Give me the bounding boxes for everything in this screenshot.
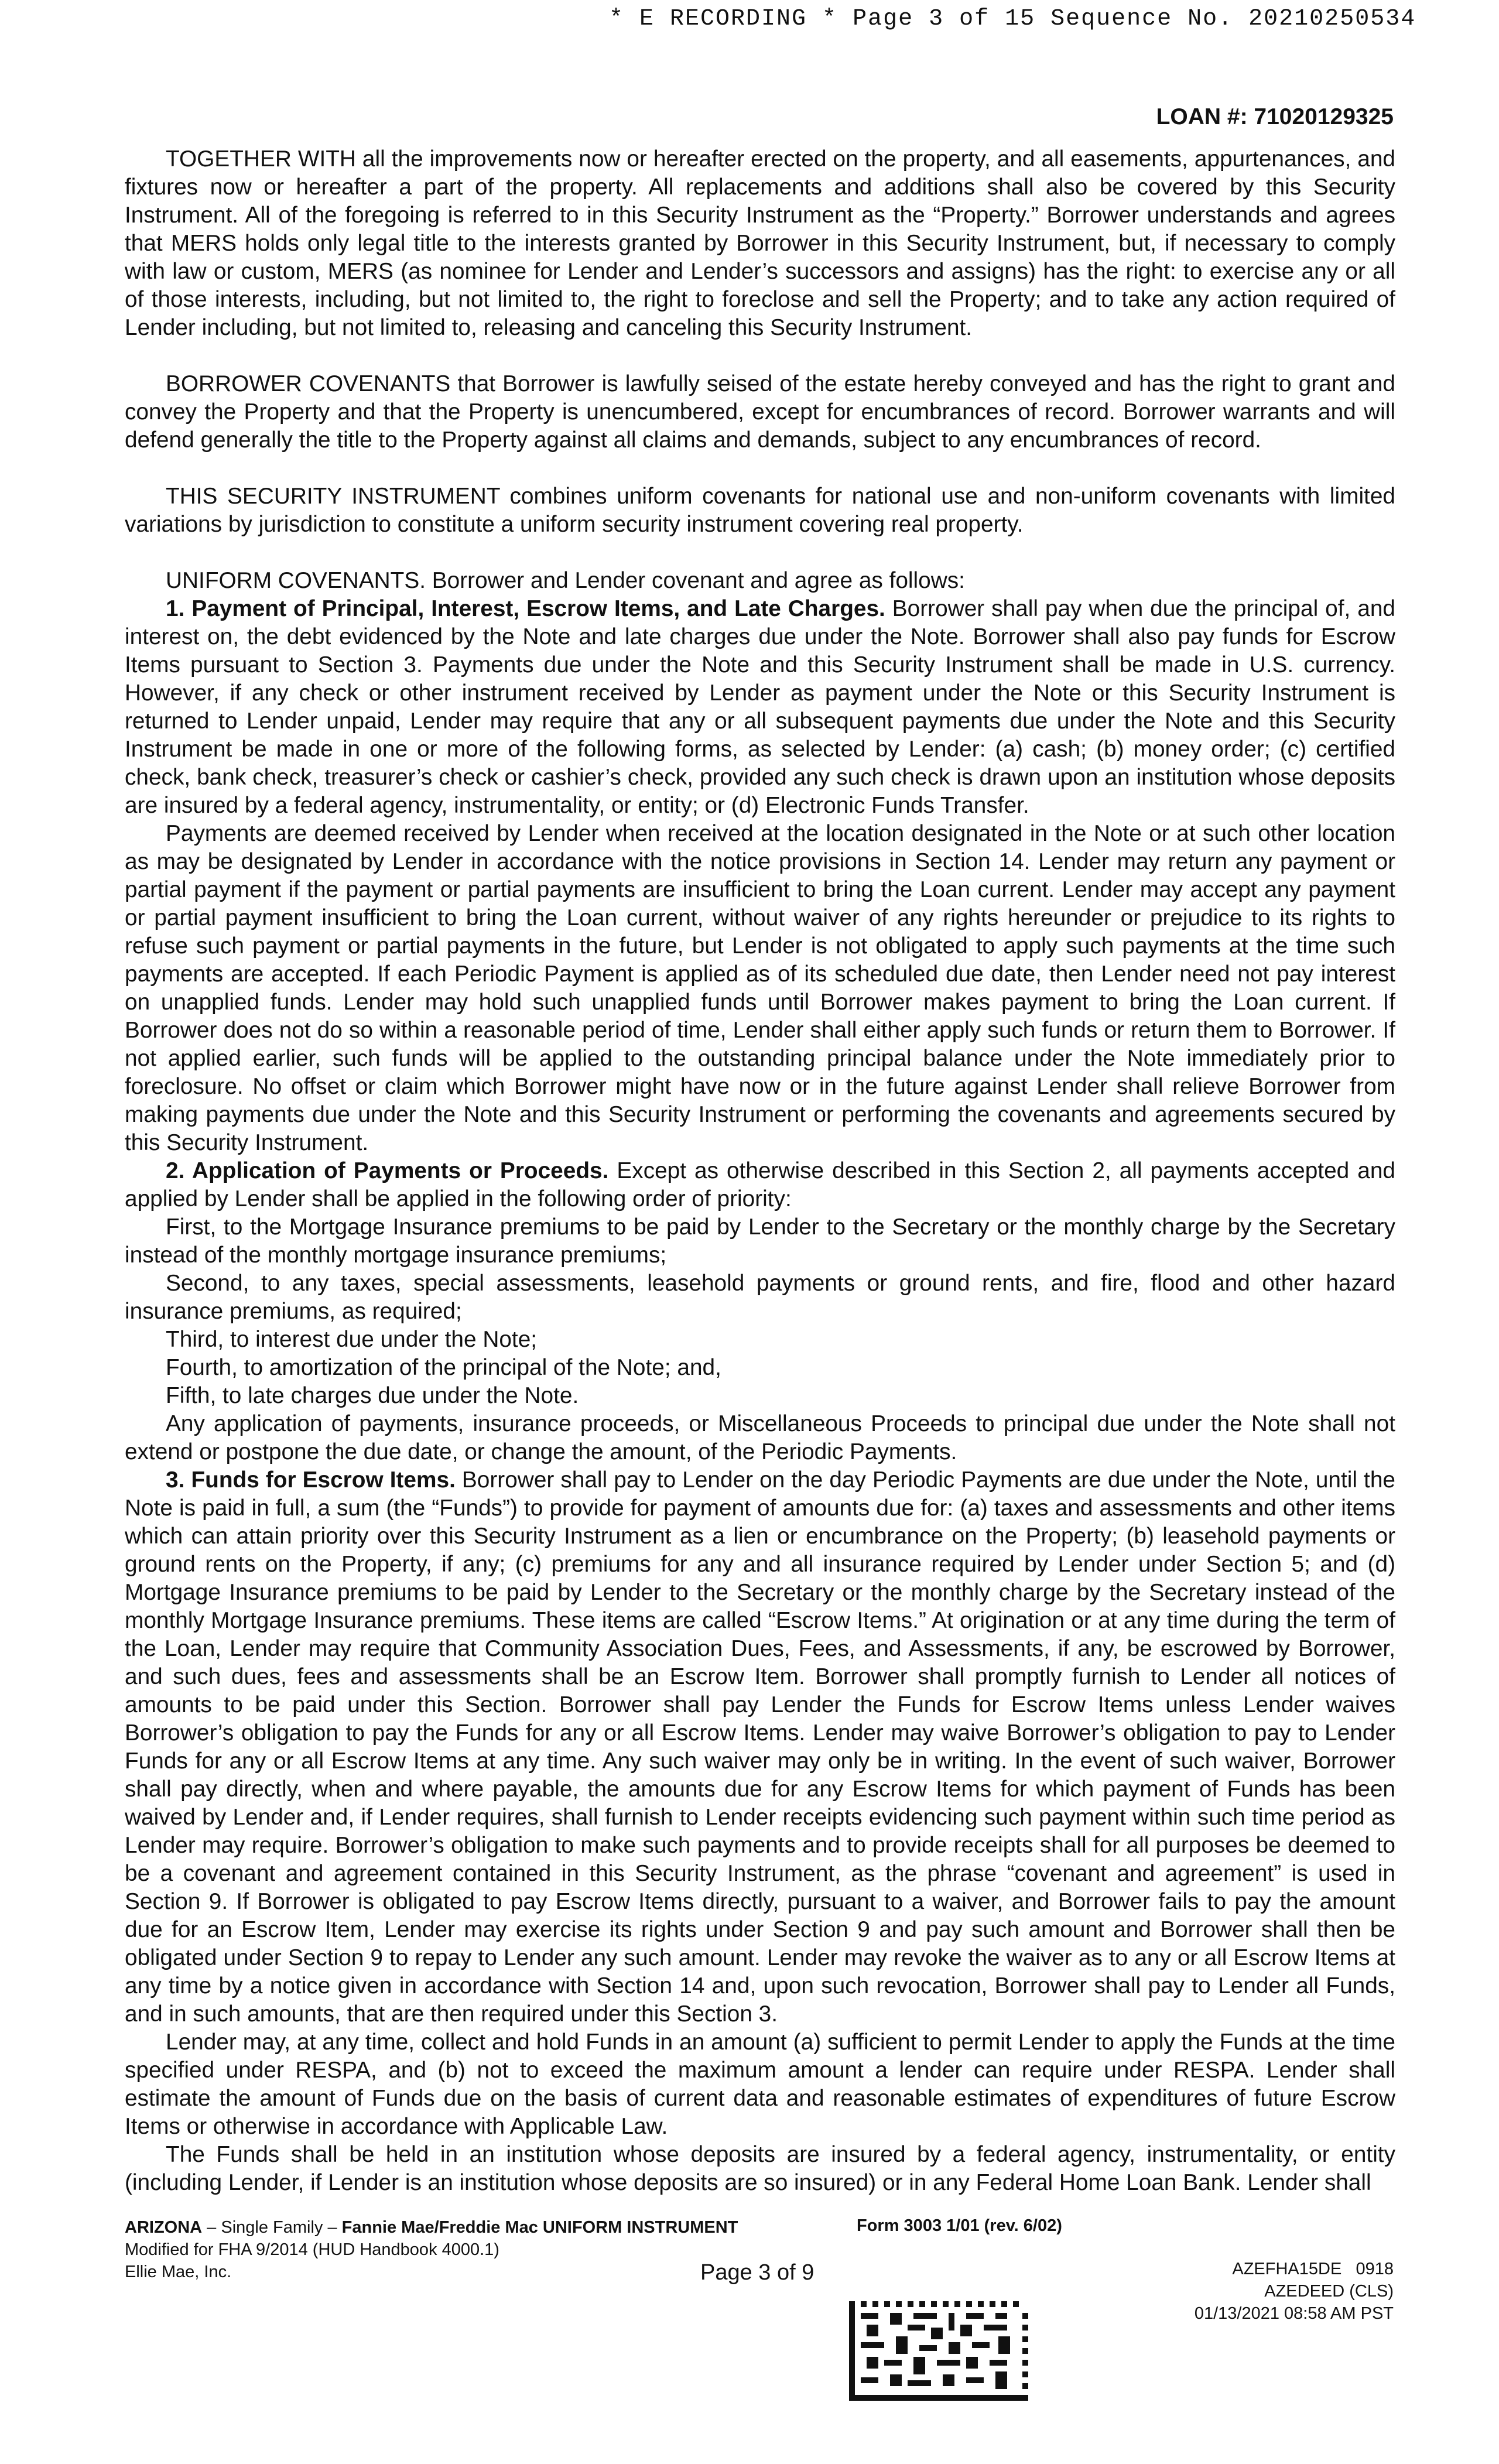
paragraph-together-with: TOGETHER WITH all the improvements now or hereafter erected on the property, and all easements, appurtenances, and fixtures now or hereafter a part of the property. All replacements and additions shall also be covered by this Security Instrument. All of the foregoing is referred to in this Security Instrument as the “Property.” Borrower understands and agrees that MERS holds only legal title to the interests granted by Borrower in this Security Instrument, but, if necessary to comply with law or custom, MERS (as nominee for Lender and Lender’s successors and assigns) has the right: to exercise any or all of those interests, including, but not limited to, the right to foreclose and sell the Property; and to take any action required of Lender including, but not limited to, releasing and canceling this Security Instrument. <box>125 146 1395 340</box>
section-2-text: Except as otherwise described in this Section 2, all payments accepted and applied by Lender shall be applied in the following order of priority: <box>125 1158 1395 1212</box>
footer-sep: – Single Family – <box>202 2218 342 2237</box>
section-1-payments-deemed: Payments are deemed received by Lender when received at the location designated in the Note or at such other location as may be designated by Lender in accordance with the notice provisions in Section 14. Lender may return any payment or partial payment if the payment or partial payments are insufficient to bring the Loan current. Lender may accept any payment or partial payment insufficient to bring the Loan current, without waiver of any rights hereunder or prejudice to its rights to refuse such payment or partial payments in the future, but Lender is not obligated to apply such payments at the time such payments are accepted. If each Periodic Payment is applied as of its scheduled due date, then Lender need not pay interest on unapplied funds. Lender may hold such unapplied funds until Borrower makes payment to bring the Loan current. If Borrower does not do so within a reasonable period of time, Lender shall either apply such funds or return them to Borrower. If not applied earlier, such funds will be applied to the outstanding principal balance under the Note immediately prior to foreclosure. No offset or claim which Borrower might have now or in the future against Lender shall relieve Borrower from making payments due under the Note and this Security Instrument or performing the covenants and agreements secured by this Security Instrument. <box>125 821 1395 1155</box>
section-3-lender-may: Lender may, at any time, collect and hold Funds in an amount (a) sufficient to permit Lender to apply the Funds at the time specified under RESPA, and (b) not to exceed the maximum amount a lender can require under RESPA. Lender shall estimate the amount of Funds due on the basis of current data and reasonable estimates of expenditures of future Escrow Items or otherwise in accordance with Applicable Law. <box>125 2030 1395 2139</box>
section-2-any-application: Any application of payments, insurance proceeds, or Miscellaneous Proceeds to principal due under the Note shall not extend or postpone the due date, or change the amount, of the Periodic Payments. <box>125 1411 1395 1464</box>
section-3-text: Borrower shall pay to Lender on the day Periodic Payments are due under the Note, until the Note is paid in full, a sum (the “Funds”) to provide for payment of amounts due for: (a) taxes and assessments and other items which can attain priority over this Security Instrument as a lien or encumbrance on the Property; (b) leasehold payments or ground rents on the Property, if any; (c) premiums for any and all insurance required by Lender under Section 5; and (d) Mortgage Insurance premiums to be paid by Lender to the Secretary or the monthly charge by the Secretary instead of the monthly Mortgage Insurance premiums. These items are called “Escrow Items.” At origination or at any time during the term of the Loan, Lender may require that Community Association Dues, Fees, and Assessments, if any, be escrowed by Borrower, and such dues, fees and assessments shall be an Escrow Item. Borrower shall promptly furnish to Lender all notices of amounts to be paid under this Section. Borrower shall pay Lender the Funds for Escrow Items unless Lender waives Borrower’s obligation to pay the Funds for any or all Escrow Items. Lender may waive Borrower’s obligation to pay to Lender Funds for any or all Escrow Items at any time. Any such waiver may only be in writing. In the event of such waiver, Borrower shall pay directly, when and where payable, the amounts due for any Escrow Items for which payment of Funds has been waived by Lender and, if Lender requires, shall furnish to Lender receipts evidencing such payment within such time period as Lender may require. Borrower’s obligation to make such payments and to provide receipts shall for all purposes be deemed to be a covenant and agreement contained in this Security Instrument, as the phrase “covenant and agreement” is used in Section 9. If Borrower is obligated to pay Escrow Items directly, pursuant to a waiver, and Borrower fails to pay the amount due for an Escrow Item, Lender may exercise its rights under Section 9 and pay such amount and Borrower shall then be obligated under Section 9 to repay to Lender any such amount. Lender may revoke the waiver as to any or all Escrow Items at any time by a notice given in accordance with Section 14 and, upon such revocation, Borrower shall pay to Lender all Funds, and in such amounts, that are then required under this Section 3. <box>125 1467 1395 2027</box>
priority-second: Second, to any taxes, special assessments, leasehold payments or ground rents, and fire, flood and other hazard insurance premiums, as required; <box>125 1271 1395 1324</box>
loan-value: 71020129325 <box>1254 104 1394 129</box>
barcode-icon <box>849 2301 1028 2401</box>
recording-header: * E RECORDING * Page 3 of 15 Sequence No. 20210250534 <box>609 6 1416 32</box>
document-body <box>125 145 1395 2197</box>
footer-instrument-line <box>125 2216 738 2239</box>
section-1-text: Borrower shall pay when due the principal of, and interest on, the debt evidenced by the Note and late charges due under the Note. Borrower shall also pay funds for Escrow Items pursuant to Section 3. Payments due under the Note and this Security Instrument shall be made in U.S. currency. However, if any check or other instrument received by Lender as payment under the Note or this Security Instrument is returned to Lender unpaid, Lender may require that any or all subsequent payments due under the Note and this Security Instrument be made in one or more of the following forms, as selected by Lender: (a) cash; (b) money order; (c) certified check, bank check, treasurer’s check or cashier’s check, provided any such check is drawn upon an institution whose deposits are insured by a federal agency, instrumentality, or entity; or (d) Electronic Funds Transfer. <box>125 596 1395 818</box>
section-2-heading: 2. Application of Payments or Proceeds. <box>166 1158 609 1183</box>
footer-left <box>125 2216 738 2283</box>
loan-label: LOAN #: <box>1156 104 1248 129</box>
footer-timestamp: 01/13/2021 08:58 AM PST <box>1194 2304 1394 2323</box>
section-3 <box>125 1466 1395 2028</box>
priority-first: First, to the Mortgage Insurance premiums to be paid by Lender to the Secretary or the monthly charge by the Secretary instead of the monthly mortgage insurance premiums; <box>125 1214 1395 1268</box>
footer-code-1: AZEFHA15DE 0918 <box>1232 2260 1394 2278</box>
footer-page-number: Page 3 of 9 <box>700 2260 814 2285</box>
paragraph-security-instrument: THIS SECURITY INSTRUMENT combines uniform covenants for national use and non-uniform covenants with limited variations by jurisdiction to constitute a uniform security instrument covering real property. <box>125 484 1395 537</box>
footer-code-2: AZEDEED (CLS) <box>1264 2282 1394 2301</box>
section-1-heading: 1. Payment of Principal, Interest, Escrow Items, and Late Charges. <box>166 596 885 621</box>
priority-third: Third, to interest due under the Note; <box>166 1327 538 1352</box>
loan-number <box>1156 104 1394 130</box>
section-2 <box>125 1157 1395 1213</box>
footer-vendor: Ellie Mae, Inc. <box>125 2263 232 2281</box>
footer-state: ARIZONA <box>125 2218 203 2237</box>
paragraph-uniform-covenants: UNIFORM COVENANTS. Borrower and Lender covenant and agree as follows: <box>166 568 965 593</box>
priority-fourth: Fourth, to amortization of the principal of the Note; and, <box>166 1355 721 1380</box>
footer-modified: Modified for FHA 9/2014 (HUD Handbook 4000.1) <box>125 2240 499 2259</box>
footer-form-number: Form 3003 1/01 (rev. 6/02) <box>857 2216 1062 2235</box>
priority-fifth: Fifth, to late charges due under the Note. <box>166 1383 579 1408</box>
footer-codes <box>1195 2258 1394 2325</box>
section-1 <box>125 595 1395 820</box>
section-3-funds-held: The Funds shall be held in an institution whose deposits are insured by a federal agency, instrumentality, or entity (including Lender, if Lender is an institution whose deposits are so insured) or in any Federal Home Loan Bank. Lender shall <box>125 2142 1395 2195</box>
footer-instrument: Fannie Mae/Freddie Mac UNIFORM INSTRUMENT <box>341 2218 738 2237</box>
paragraph-borrower-covenants: BORROWER COVENANTS that Borrower is lawfully seised of the estate hereby conveyed and has the right to grant and convey the Property and that the Property is unencumbered, except for encumbrances of record. Borrower warrants and will defend generally the title to the Property against all claims and demands, subject to any encumbrances of record. <box>125 371 1395 453</box>
section-3-heading: 3. Funds for Escrow Items. <box>166 1467 456 1493</box>
